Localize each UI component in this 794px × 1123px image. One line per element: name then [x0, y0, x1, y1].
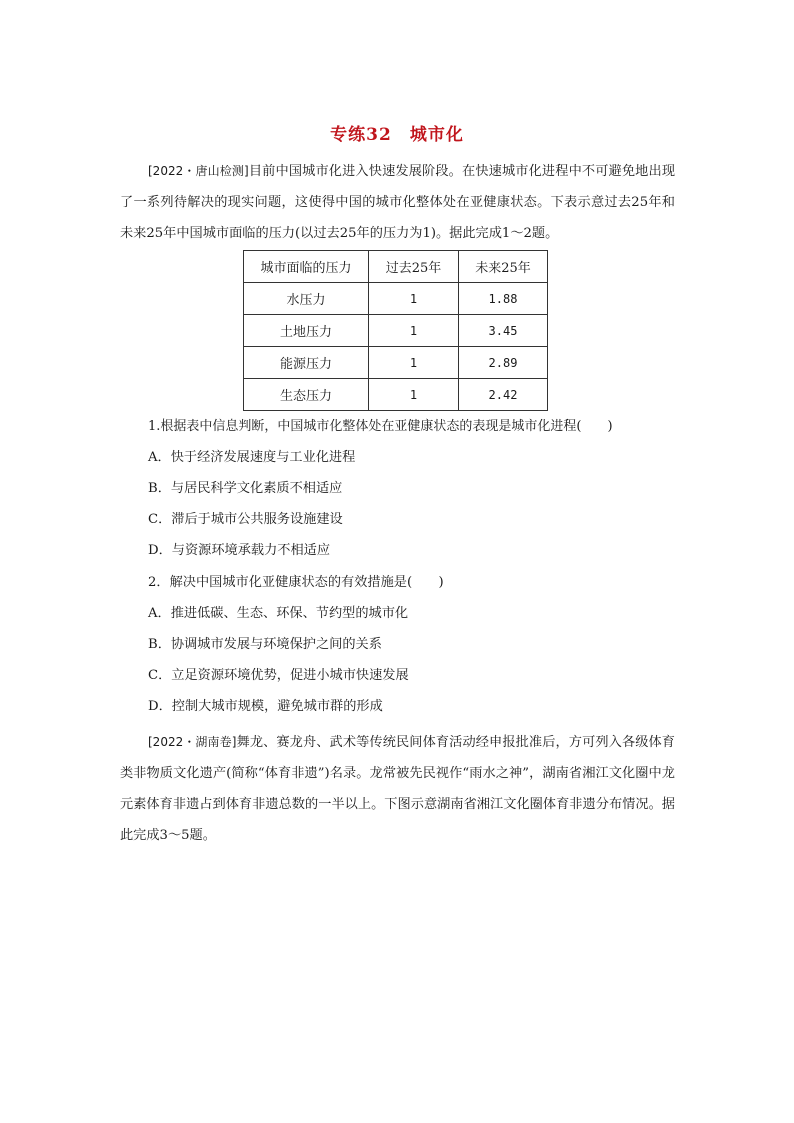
- table-header-cell: 未来25年: [459, 251, 548, 283]
- question-2-option-c: C．立足资源环境优势，促进小城市快速发展: [148, 668, 409, 683]
- table-row: [244, 283, 548, 315]
- table-cell: 2.89: [459, 347, 548, 379]
- intro-text-1: 目前中国城市化进入快速发展阶段。在快速城市化进程中不可避免地出现了一系列待解决的现实问题，这使得中国的城市化整体处在亚健康状态。下表示意过去25年和未来25年中国城市面临的压力(以过去25年的压力为1)。据此完成1～2题。: [120, 164, 676, 241]
- table-cell: 1: [369, 283, 459, 315]
- intro-passage-1: [120, 156, 675, 249]
- table-cell: 1: [369, 347, 459, 379]
- intro-text-2: 舞龙、赛龙舟、武术等传统民间体育活动经申报批准后，方可列入各级体育类非物质文化遗产(简称“体育非遗”)名录。龙常被先民视作“雨水之神”，湖南省湘江文化圈中龙元素体育非遗占到体育非遗总数的一半以上。下图示意湖南省湘江文化圈体育非遗分布情况。据此完成3～5题。: [120, 735, 675, 843]
- source-tag-2: [2022・湖南卷]: [148, 735, 237, 749]
- question-1-option-d: D．与资源环境承载力不相适应: [148, 543, 331, 558]
- question-2-option-a: A．推进低碳、生态、环保、节约型的城市化: [148, 606, 409, 621]
- question-2-option-d: D．控制大城市规模，避免城市群的形成: [148, 699, 383, 714]
- table-header-row: [244, 251, 548, 283]
- table-cell: 1: [369, 315, 459, 347]
- source-tag-1: [2022・唐山检测]: [148, 164, 249, 178]
- question-2-stem: 2．解决中国城市化亚健康状态的有效措施是( ): [148, 575, 444, 590]
- table-row: [244, 315, 548, 347]
- table-row: [244, 379, 548, 411]
- question-1-option-c: C．滞后于城市公共服务设施建设: [148, 512, 343, 527]
- table-cell: 生态压力: [244, 379, 369, 411]
- table-header-cell: 城市面临的压力: [244, 251, 369, 283]
- table-cell: 1: [369, 379, 459, 411]
- question-2-option-b: B．协调城市发展与环境保护之间的关系: [148, 637, 382, 652]
- table-cell: 能源压力: [244, 347, 369, 379]
- pressure-table: [243, 250, 548, 411]
- table-cell: 2.42: [459, 379, 548, 411]
- table-cell: 1.88: [459, 283, 548, 315]
- question-1-option-b: B．与居民科学文化素质不相适应: [148, 481, 343, 496]
- table-row: [244, 347, 548, 379]
- table-cell: 3.45: [459, 315, 548, 347]
- table-cell: 水压力: [244, 283, 369, 315]
- question-1-stem: 1.根据表中信息判断，中国城市化整体处在亚健康状态的表现是城市化进程( ): [148, 419, 613, 434]
- table-header-cell: 过去25年: [369, 251, 459, 283]
- table-cell: 土地压力: [244, 315, 369, 347]
- question-1-option-a: A．快于经济发展速度与工业化进程: [148, 450, 356, 465]
- page-title: 专练32 城市化: [330, 125, 464, 145]
- intro-passage-2: [120, 727, 675, 851]
